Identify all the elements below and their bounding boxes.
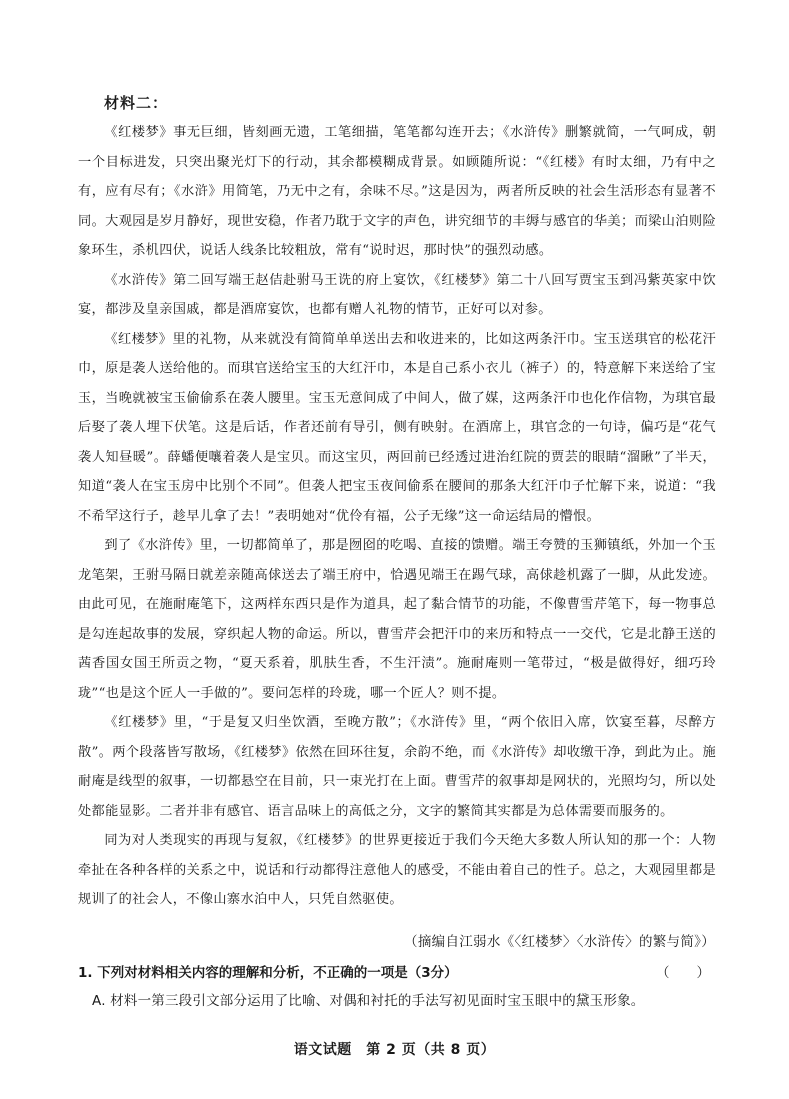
- answer-blank: （ ）: [656, 965, 710, 981]
- article-body: [78, 118, 716, 915]
- question-1: [78, 961, 716, 981]
- paragraph: 《红楼梦》事无巨细，皆刻画无遗，工笔细描，笔笔都勾连开去；《水浒传》删繁就简，一气呵成，朝一个目标进发，只突出聚光灯下的行动，其余都模糊成背景。如顾随所说：“《红楼》有时太细，乃有中之有，应有尽有；《水浒》用简笔，乃无中之有，余味不尽。”这是因为，两者所反映的社会生活形态有显著不同。大观园是岁月静好，现世安稳，作者乃耽于文字的声色，讲究细节的丰缛与感官的华美；而梁山泊则险象环生，杀机四伏，说话人线条比较粗放，常有“说时迟，那时快”的强烈动感。: [78, 125, 716, 258]
- paragraph: 同为对人类现实的再现与复叙，《红楼梦》的世界更接近于我们今天绝大多数人所认知的那一个：人物牵扯在各种各样的关系之中，说话和行动都得注意他人的感受，不能由着自己的性子。总之，大观园里都是规训了的社会人，不像山寨水泊中人，只凭自然驱使。: [78, 833, 716, 907]
- page-footer: 语文试题 第 2 页（共 8 页）: [293, 1042, 496, 1058]
- paragraph: 《红楼梦》里的礼物，从来就没有简简单单送出去和收进来的，比如这两条汗巾。宝玉送琪官的松花汗巾，原是袭人送给他的。而琪官送给宝玉的大红汗巾，本是自己系小衣儿（裤子）的，特意解下来送给了宝玉，当晚就被宝玉偷偷系在袭人腰里。宝玉无意间成了中间人，做了媒，这两条汗巾也化作信物，为琪官最后娶了袭人埋下伏笔。这是后话，作者还前有导引，侧有映射。在酒席上，琪官念的一句诗，偏巧是“花气袭人知昼暖”。薛蟠便嚷着袭人是宝贝。而这宝贝，两回前已经透过进治红院的贾芸的眼睛“溜瞅”了半天，知道“袭人在宝玉房中比别个不同”。但袭人把宝玉夜间偷系在腰间的那条大红汗巾子忙解下来，说道：“我不希罕这行子，趁早儿拿了去！”表明她对“优伶有福，公子无缘”这一命运结局的懵恨。: [78, 331, 716, 524]
- source-citation: （摘编自江弱水《〈红楼梦〉〈水浒传〉的繁与简》）: [404, 934, 715, 950]
- paragraph: 《水浒传》第二回写端王赵佶赴驸马王诜的府上宴饮，《红楼梦》第二十八回写贾宝玉到冯紫英家中饮宴，都涉及皇亲国戚，都是酒席宴饮，也都有赠人礼物的情节，正好可以对参。: [78, 272, 716, 317]
- question-text: 1. 下列对材料相关内容的理解和分析，不正确的一项是（3分）: [78, 965, 458, 981]
- paragraph: 《红楼梦》里，“于是复又归坐饮酒，至晚方散”；《水浒传》里，“两个依旧入席，饮宴至暮，尽醉方散”。两个段落皆写散场，《红楼梦》依然在回环往复，余韵不绝，而《水浒传》却收缴干净，到此为止。施耐庵是线型的叙事，一切都悬空在目前，只一束光打在上面。曹雪芹的叙事却是网状的，光照均匀，所以处处都能显影。二者并非有感官、语言品味上的高低之分，文字的繁简其实都是为总体需要而服务的。: [78, 715, 716, 819]
- paragraph: 到了《水浒传》里，一切都简单了，那是囫囵的吃喝、直接的馈赠。端王夸赞的玉狮镇纸，外加一个玉龙笔架，王驸马隔日就差亲随高俅送去了端王府中，恰遇见端王在踢气球，高俅趁机露了一脚，从此发迹。由此可见，在施耐庵笔下，这两样东西只是作为道具，起了黏合情节的功能，不像曹雪芹笔下，每一物事总是勾连起故事的发展，穿织起人物的命运。所以，曹雪芹会把汗巾的来历和特点一一交代，它是北静王送的茜香国女国王所贡之物，“夏天系着，肌肤生香，不生汗渍”。施耐庵则一笔带过，“极是做得好，细巧玲珑”“也是这个匠人一手做的”。要问怎样的玲珑，哪一个匠人？则不提。: [78, 538, 716, 701]
- section-heading: 材料二：: [104, 94, 169, 112]
- option-a: A. 材料一第三段引文部分运用了比喻、对偶和衬托的手法写初见面时宝玉眼中的黛玉形象。: [92, 993, 645, 1009]
